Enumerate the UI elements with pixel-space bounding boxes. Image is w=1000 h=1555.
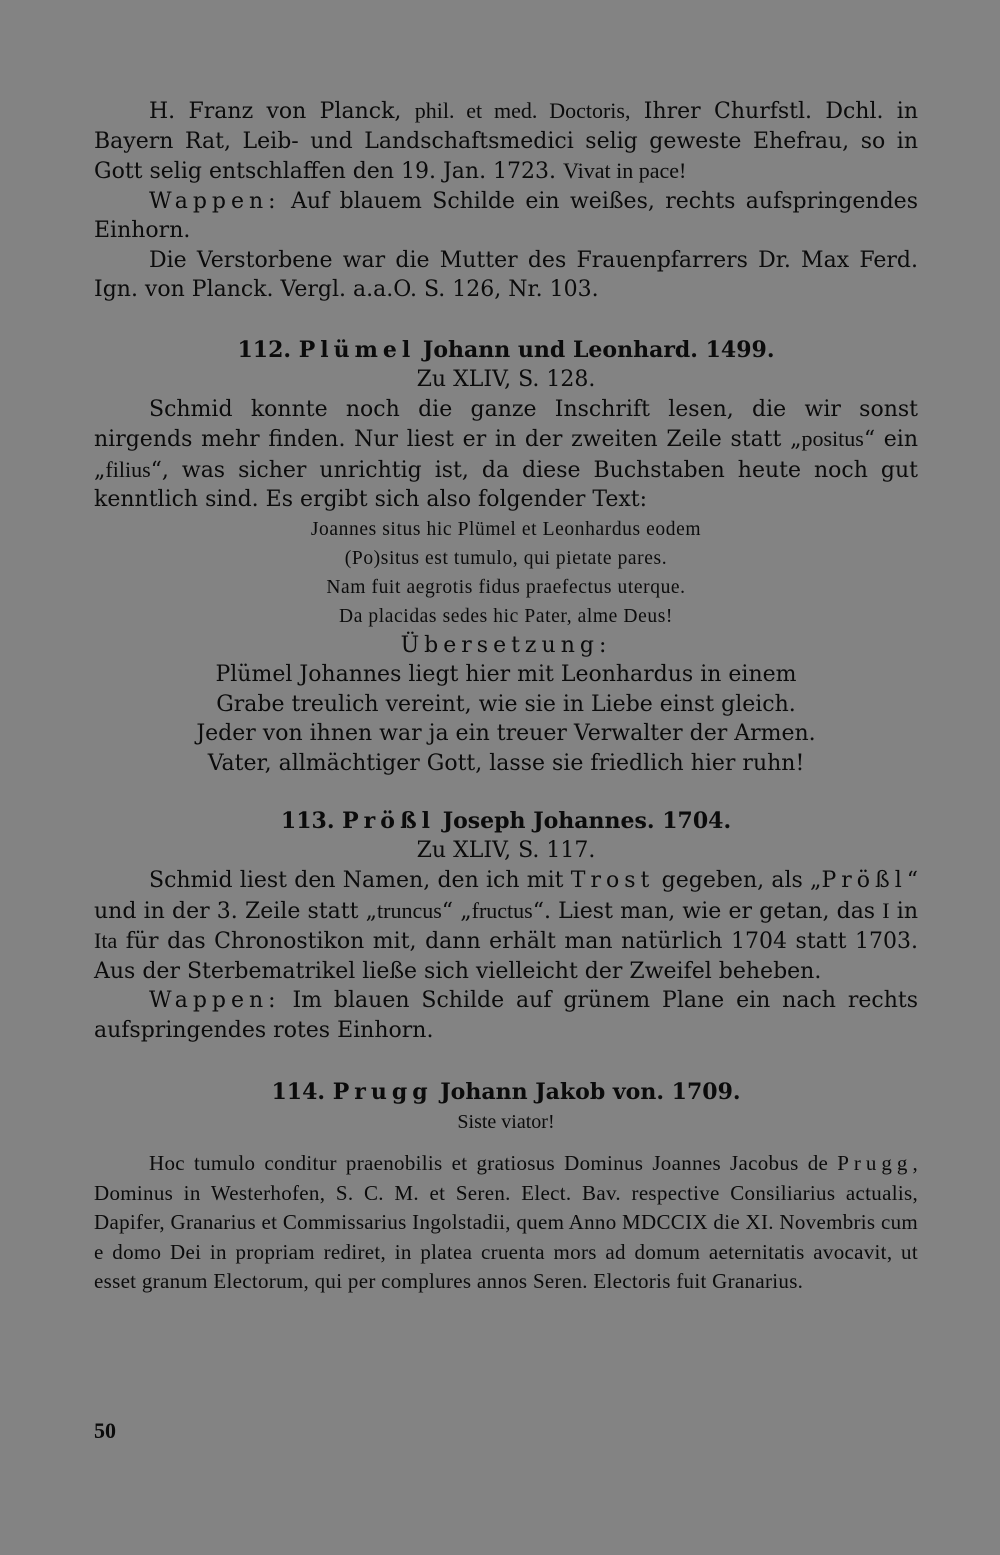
latin-text: I: [882, 897, 890, 923]
entry-subtitle-114: Siste viator!: [457, 1111, 555, 1133]
translation-line: Plümel Johannes liegt hier mit Leonhardus in einem: [215, 662, 797, 687]
entry-heading-113: [94, 806, 918, 836]
text-run: Joseph Johannes. 1704.: [435, 808, 732, 834]
latin-text: truncus: [377, 897, 442, 923]
text-run: “ „: [441, 898, 472, 924]
verse-line: (Po)situs est tumulo, qui pietate pares.: [344, 547, 668, 569]
paragraph-planck-coat-of-arms: [94, 187, 918, 246]
text-run: 113.: [280, 808, 343, 834]
text-run: Schmid konnte noch die ganze Inschrift lesen, die wir sonst nirgends mehr finden. Nur liest er in der zweiten Zeile statt „: [94, 396, 918, 452]
text-run: 112.: [237, 336, 299, 363]
paragraph-114-inscription: [94, 1149, 918, 1297]
paragraph-113-commentary: [94, 866, 918, 986]
spaced-text: Wappen:: [149, 988, 281, 1013]
spaced-text: Prößl: [821, 868, 907, 893]
spaced-text: Wappen:: [149, 188, 281, 214]
latin-text: filius: [105, 456, 151, 482]
text-run: Ihrer Churfstl. Dchl. in Bayern Rat, Leib- und Landschaftsmedici selig geweste Ehefrau, so in Gott selig entschlaffen den 19. Jan. 1723.: [94, 99, 919, 184]
page-content: [94, 96, 918, 1297]
latin-text: fructus: [471, 897, 533, 923]
translation-line: Grabe treulich vereint, wie sie in Liebe einst gleich.: [216, 691, 796, 717]
latin-verse-112: [94, 515, 918, 631]
text-run: Die Verstorbene war die Mutter des Frauenpfarrers Dr. Max Ferd. Ign. von Planck. Vergl. a.a.O. S. 126, Nr. 103.: [94, 247, 918, 302]
spaced-text: Prößl: [342, 808, 436, 834]
entry-reference-112: Zu XLIV, S. 128.: [416, 366, 596, 392]
text-run: “, was sicher unrichtig ist, da diese Buchstaben heute noch gut kenntlich sind. Es ergibt sich also folgender Text:: [94, 457, 918, 512]
text-run: Hoc tumulo conditur praenobilis et gratiosus Dominus Joannes Jacobus de: [149, 1151, 838, 1175]
text-run: , Dominus in Westerhofen, S. C. M. et Seren. Elect. Bav. respective Consiliarius actualis, Dapifer, Granarius et Commissarius Ingolstadii, quem Anno MDCCIX die XI. Novembris cum e domo Dei in propriam rediret, in platea cruenta mors ad domum aeternitatis avocavit, ut esset granum Electorum, qui per complures annos Seren. Electoris fuit Granarius.: [94, 1151, 919, 1293]
text-run: Johann Jakob von. 1709.: [432, 1079, 741, 1105]
verse-line: Joannes situs hic Plümel et Leonhardus eodem: [310, 518, 702, 540]
text-run: H. Franz von Planck,: [149, 99, 415, 124]
translation-line: Vater, allmächtiger Gott, lasse sie friedlich hier ruhn!: [207, 750, 805, 776]
text-run: für das Chronostikon mit, dann erhält man natürlich 1704 statt 1703. Aus der Sterbematrikel ließe sich vielleicht der Zweifel beheben.: [94, 929, 918, 984]
text-run: Auf blauem Schilde ein weißes, rechts aufspringendes Einhorn.: [94, 188, 918, 243]
latin-text: positus: [801, 426, 864, 451]
text-run: Johann und Leonhard. 1499.: [415, 336, 775, 363]
text-run: in: [889, 898, 918, 924]
spaced-text: Prugg: [332, 1079, 433, 1105]
verse-line: Da placidas sedes hic Pater, alme Deus!: [339, 605, 673, 627]
paragraph-112-commentary: [94, 395, 918, 515]
paragraph-planck-text: [94, 96, 918, 187]
spaced-text: Prugg: [837, 1151, 913, 1175]
latin-text: phil. et med. Doctoris,: [414, 98, 631, 123]
spaced-text: Trost: [570, 868, 655, 893]
text-run: gegeben, als „: [654, 868, 822, 893]
paragraph-113-coat-of-arms: [94, 986, 918, 1045]
translation-heading: Übersetzung:: [400, 632, 612, 658]
text-run: “. Liest man, wie er getan, das: [532, 898, 883, 924]
verse-line: Nam fuit aegrotis fidus praefectus uterque.: [326, 576, 686, 598]
page-number: 50: [94, 1418, 116, 1443]
text-run: Schmid liest den Namen, den ich mit: [149, 868, 571, 893]
text-run: 114.: [271, 1079, 333, 1105]
entry-heading-114: [94, 1077, 918, 1107]
latin-text: Vivat in pace!: [563, 158, 687, 183]
entry-reference-113: Zu XLIV, S. 117.: [416, 838, 596, 863]
latin-text: Ita: [94, 928, 118, 953]
entry-heading-112: [94, 335, 918, 365]
translation-line: Jeder von ihnen war ja ein treuer Verwalter der Armen.: [196, 721, 816, 746]
translation-112: [94, 660, 918, 778]
text-run: Im blauen Schilde auf grünem Plane ein nach rechts aufspringendes rotes Einhorn.: [94, 988, 918, 1043]
text-run: “ ein „: [94, 427, 918, 483]
paragraph-planck-note: [94, 246, 918, 305]
spaced-text: Plümel: [298, 336, 416, 363]
text-run: “ und in der 3. Zeile statt „: [94, 868, 919, 924]
